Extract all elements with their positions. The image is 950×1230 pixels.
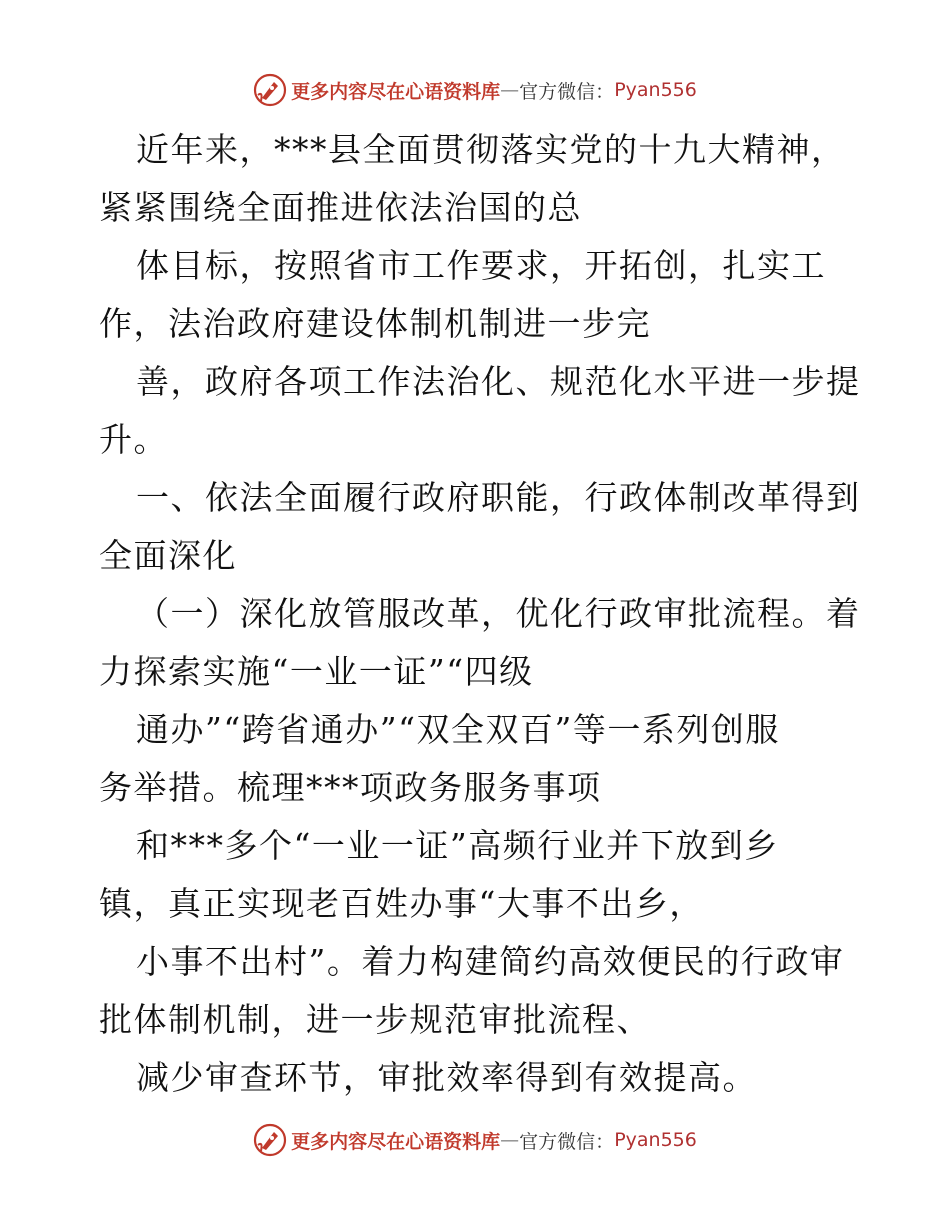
paragraph-line: （一）深化放管服改革，优化行政审批流程。着 — [136, 594, 861, 633]
paragraph-line: 批体制机制，进一步规范审批流程、 — [99, 1000, 651, 1039]
paragraph-line: 减少审查环节，审批效率得到有效提高。 — [136, 1058, 757, 1097]
pen-nib-icon — [253, 1123, 287, 1157]
document-body — [99, 121, 859, 1107]
banner-official-label: 官方微信： — [519, 1130, 615, 1153]
pen-nib-icon — [253, 73, 287, 107]
paragraph-line: 升。 — [99, 420, 168, 459]
banner-wechat-id: Pyan556 — [614, 79, 697, 101]
section-heading-line: 全面深化 — [99, 536, 237, 575]
paragraph-line: 镇，真正实现老百姓办事“大事不出乡， — [99, 884, 704, 923]
banner-separator: — — [500, 1129, 520, 1151]
banner-separator: — — [500, 79, 520, 101]
paragraph-line: 力探索实施“一业一证”“四级 — [99, 652, 534, 691]
header-watermark-banner — [0, 70, 950, 110]
footer-watermark-banner — [0, 1120, 950, 1160]
paragraph-line: 通办”“跨省通办”“双全双百”等一系列创服 — [136, 710, 780, 749]
paragraph-line: 务举措。梳理***项政务服务事项 — [99, 768, 602, 807]
paragraph-line: 善，政府各项工作法治化、规范化水平进一步提 — [136, 362, 861, 401]
paragraph-line: 和***多个“一业一证”高频行业并下放到乡 — [136, 826, 779, 865]
banner-official-label: 官方微信： — [519, 80, 615, 103]
paragraph-line: 小事不出村”。着力构建简约高效便民的行政审 — [136, 942, 845, 981]
section-heading-line: 一、依法全面履行政府职能，行政体制改革得到 — [136, 478, 861, 517]
paragraph-line: 作，法治政府建设体制机制进一步完 — [99, 304, 651, 343]
paragraph-line: 紧紧围绕全面推进依法治国的总 — [99, 188, 582, 227]
banner-brand-text: 更多内容尽在心语资料库 — [291, 80, 501, 103]
paragraph-line: 近年来，***县全面贯彻落实党的十九大精神， — [136, 130, 846, 169]
banner-wechat-id: Pyan556 — [614, 1129, 697, 1151]
banner-brand-text: 更多内容尽在心语资料库 — [291, 1130, 501, 1153]
paragraph-line: 体目标，按照省市工作要求，开拓创，扎实工 — [136, 246, 826, 285]
